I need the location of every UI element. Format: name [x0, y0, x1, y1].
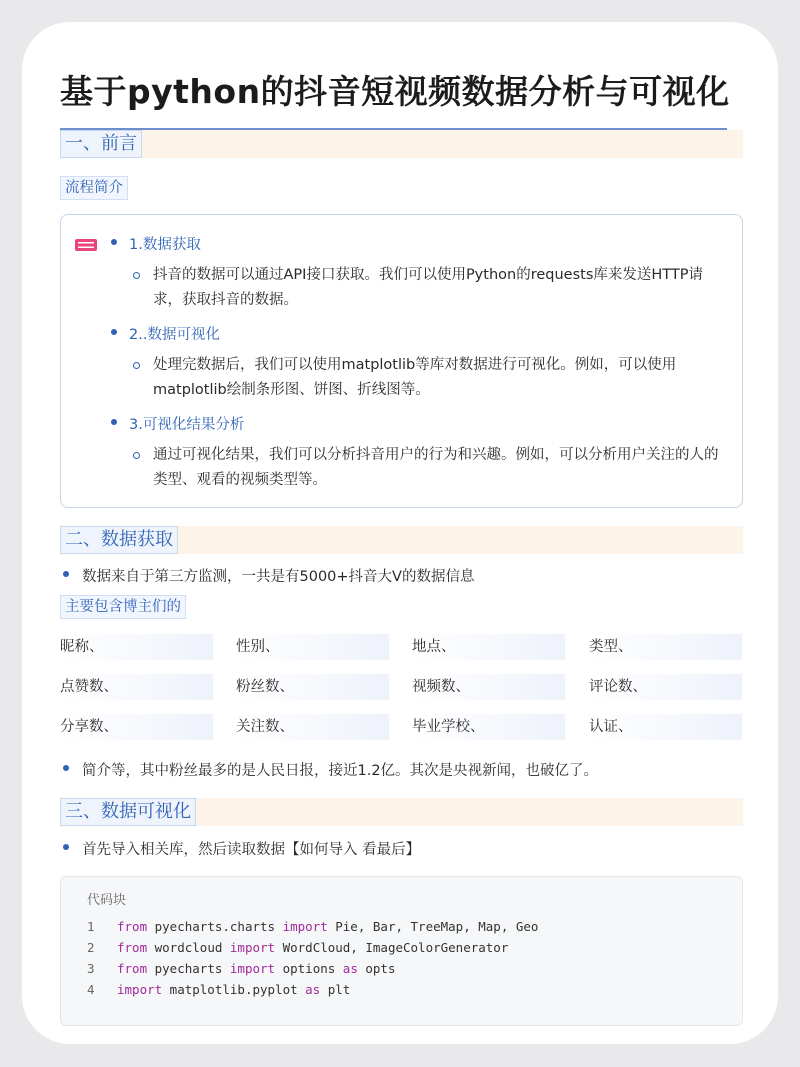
list-icon: [75, 239, 97, 251]
flow-list-box: [60, 214, 743, 508]
document-card: [22, 22, 778, 1044]
field-fans: 粉丝数、: [236, 674, 389, 700]
field-verification: 认证、: [589, 714, 742, 740]
flow-item-2-detail: [153, 353, 728, 403]
flow-item-3-label: 3.可视化结果分析: [129, 417, 245, 433]
page-title: 基于python的抖音短视频数据分析与可视化: [60, 72, 730, 111]
flow-item-3-text: 通过可视化结果，我们可以分析抖音用户的行为和兴趣。例如，可以分析用户关注的人的类型、观看的视频类型等。: [153, 447, 719, 488]
code-block[interactable]: [60, 876, 743, 1026]
flow-item-1-text: 抖音的数据可以通过API接口获取。我们可以使用Python的requests库来发送HTTP请求，获取抖音的数据。: [153, 267, 703, 308]
code-line-1: 1 from pyecharts.charts import Pie, Bar, TreeMap, Map, Geo: [87, 919, 539, 934]
section-1-header: [60, 130, 743, 158]
code-line-3: 3 from pyecharts import options as opts: [87, 961, 396, 976]
code-line-4: 4 import matplotlib.pyplot as plt: [87, 982, 351, 997]
code-block-label: 代码块: [87, 893, 127, 908]
section-3-bullet-1-text: 首先导入相关库，然后读取数据【如何导入 看最后】: [82, 842, 421, 858]
field-school: 毕业学校、: [412, 714, 565, 740]
field-location: 地点、: [412, 634, 565, 660]
section-3-bullet-1: [82, 838, 420, 859]
section-2-heading: 二、数据获取: [60, 526, 178, 554]
code-line-2: 2 from wordcloud import WordCloud, ImageColorGenerator: [87, 940, 509, 955]
field-videos: 视频数、: [412, 674, 565, 700]
section-2-bullet-1: [82, 565, 474, 586]
flow-item-2: [129, 323, 220, 344]
section-3-heading: 三、数据可视化: [60, 798, 196, 826]
field-comments: 评论数、: [589, 674, 742, 700]
field-following: 关注数、: [236, 714, 389, 740]
flow-item-1-detail: [153, 263, 728, 313]
field-likes: 点赞数、: [60, 674, 213, 700]
field-nickname: 昵称、: [60, 634, 213, 660]
field-type: 类型、: [589, 634, 742, 660]
section-2-bullet-1-text: 数据来自于第三方监测，一共是有5000+抖音大V的数据信息: [82, 569, 475, 585]
flow-item-2-label: 2..数据可视化: [129, 327, 220, 343]
flow-subheading: 流程简介: [60, 176, 128, 200]
flow-item-1: [129, 233, 201, 254]
flow-item-3-detail: [153, 443, 728, 493]
section-2-bullet-2-text: 简介等，其中粉丝最多的是人民日报，接近1.2亿。其次是央视新闻，也破亿了。: [82, 763, 599, 779]
section-1-heading: 一、前言: [60, 130, 142, 158]
flow-item-2-text: 处理完数据后，我们可以使用matplotlib等库对数据进行可视化。例如，可以使用matplotlib绘制条形图、饼图、折线图等。: [153, 357, 677, 398]
section-2-bullet-2: [82, 759, 598, 780]
field-shares: 分享数、: [60, 714, 213, 740]
flow-item-1-label: 1.数据获取: [129, 237, 201, 253]
flow-item-3: [129, 413, 244, 434]
section-2-header: [60, 526, 743, 554]
fields-subheading: 主要包含博主们的: [60, 595, 186, 619]
section-3-header: [60, 798, 743, 826]
field-gender: 性别、: [236, 634, 389, 660]
